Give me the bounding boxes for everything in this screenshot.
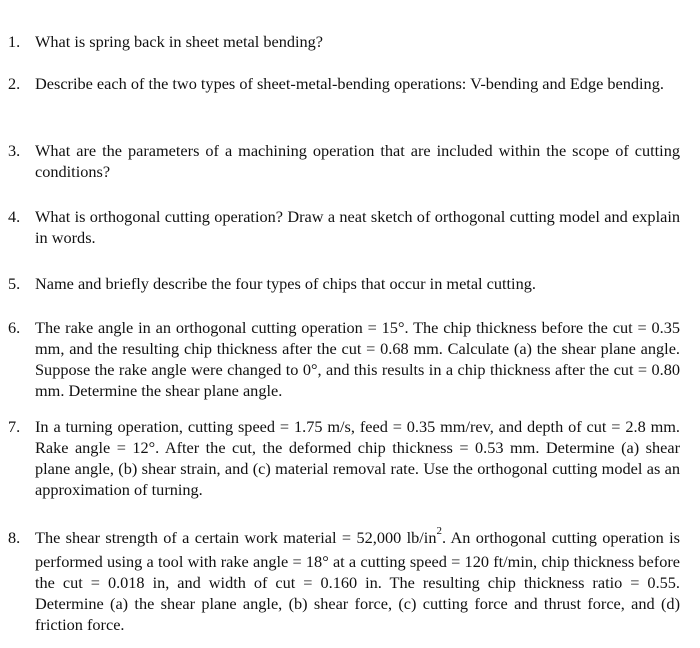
question-1 [8,31,680,52]
question-text: The rake angle in an orthogonal cutting operation = 15°. The chip thickness before the cut = 0.35 mm, and the resulting chip thickness after the cut = 0.68 mm. Calculate (a) the shear plane angle. Suppose the rake angle were changed to 0°, and this results in a chip thickness after the cut = 0.80 mm. Determine the shear plane angle. [35,318,680,400]
question-text [35,527,680,635]
question-number: 1. [8,32,21,51]
question-number: 3. [8,141,21,160]
question-text: Name and briefly describe the four types of chips that occur in metal cutting. [35,274,536,293]
question-text-part-b: . An orthogonal cutting operation is performed using a tool with rake angle = 18° at a cutting speed = 120 ft/min, chip thickness before the cut = 0.018 in, and width of cut = 0.160 in. The resulting chip thickness ratio = 0.55. Determine (a) the shear plane angle, (b) shear force, (c) cutting force and thrust force, and (d) friction force. [35,528,680,634]
question-8 [8,527,680,635]
question-3 [8,140,680,182]
question-4 [8,206,680,248]
question-6 [8,317,680,401]
question-2 [8,73,680,94]
question-text: In a turning operation, cutting speed = 1.75 m/s, feed = 0.35 mm/rev, and depth of cut = 2.8 mm. Rake angle = 12°. After the cut, the deformed chip thickness = 0.53 mm. Determine (a) shear plane angle, (b) shear strain, and (c) material removal rate. Use the orthogonal cutting model as an approximation of turning. [35,417,680,499]
superscript: 2 [436,525,442,537]
question-text: Describe each of the two types of sheet-metal-bending operations: V-bending and Edge bending. [35,74,664,93]
question-number: 4. [8,207,21,226]
question-text-part-a: The shear strength of a certain work material = 52,000 lb/in [35,528,437,547]
question-text: What are the parameters of a machining operation that are included within the scope of cutting conditions? [35,141,680,181]
question-number: 6. [8,318,21,337]
question-7 [8,416,680,500]
question-number: 5. [8,274,21,293]
question-text: What is spring back in sheet metal bending? [35,32,324,51]
question-number: 8. [8,528,21,547]
question-number: 7. [8,417,21,436]
question-number: 2. [8,74,21,93]
question-5 [8,273,680,294]
question-text: What is orthogonal cutting operation? Draw a neat sketch of orthogonal cutting model and explain in words. [35,207,680,247]
